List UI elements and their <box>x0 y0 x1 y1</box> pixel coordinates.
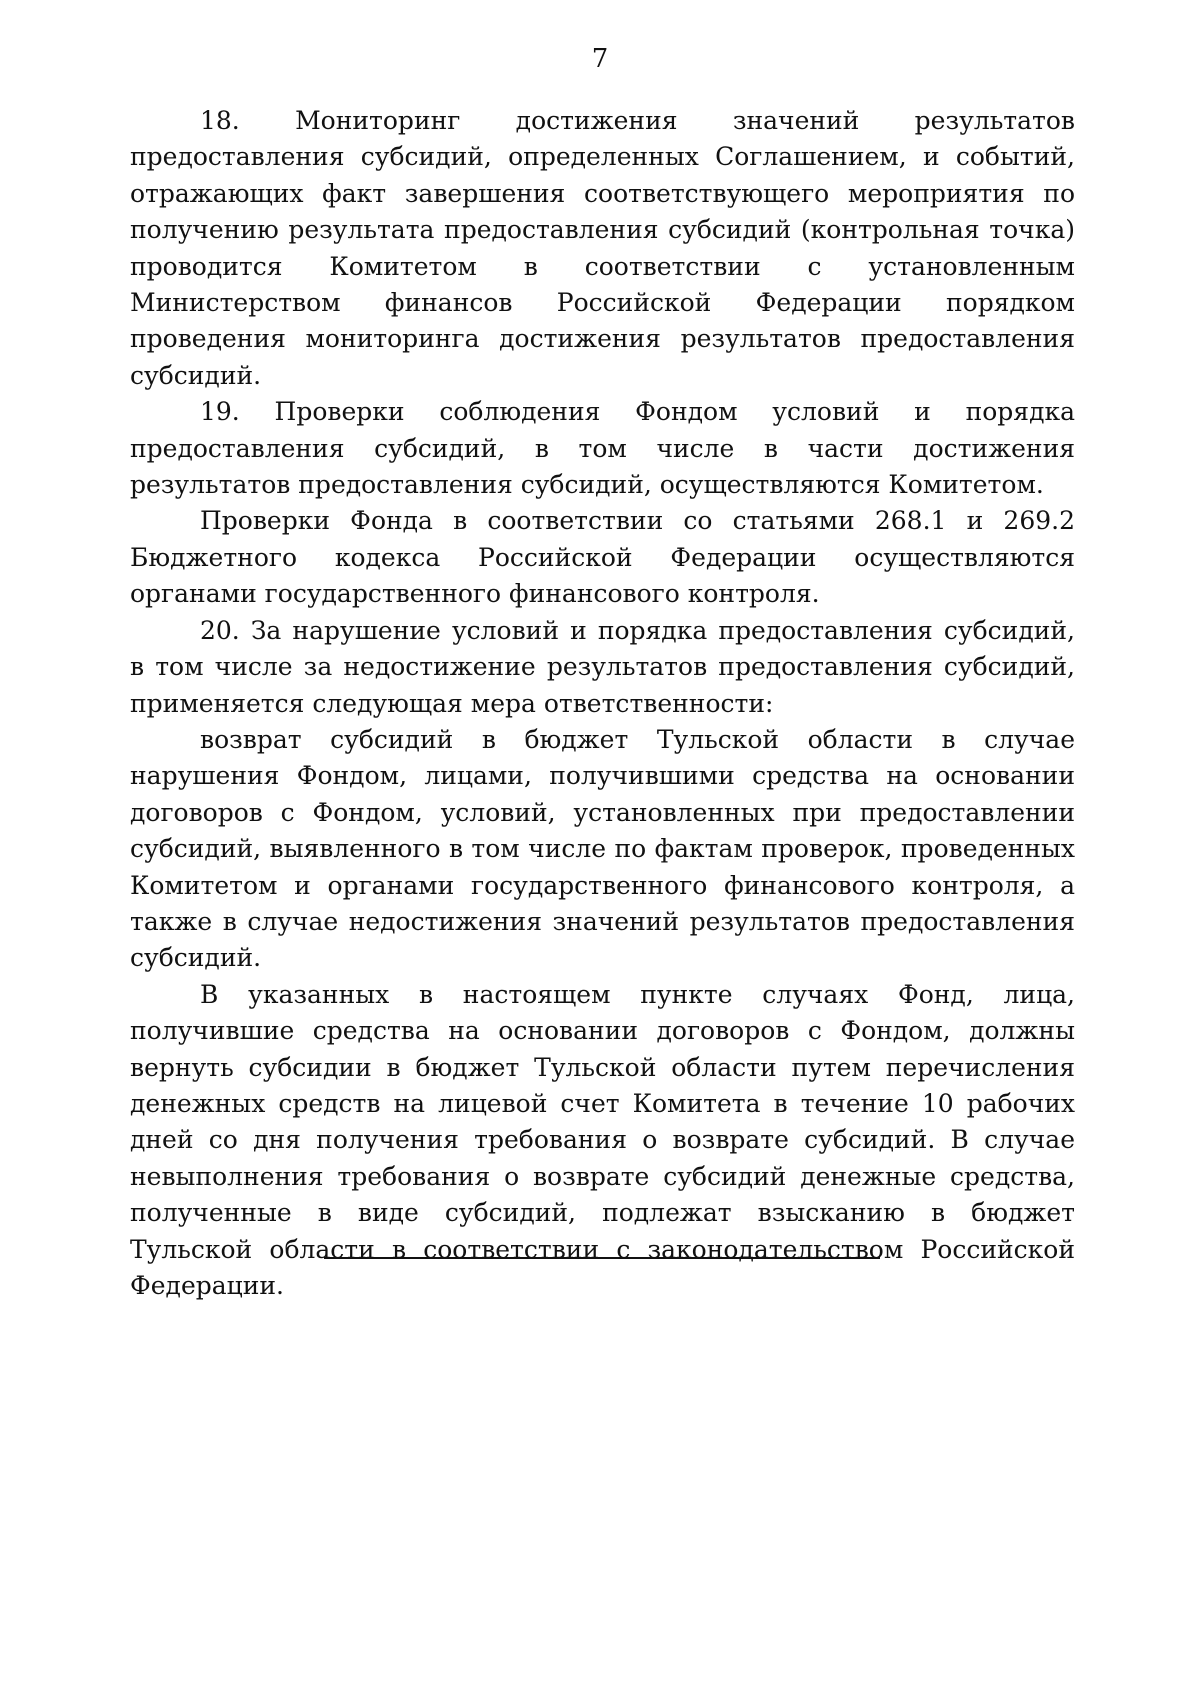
paragraph-19-checks: Проверки Фонда в соответствии со статьями 268.1 и 269.2 Бюджетного кодекса Российской Федерации осуществляются органами государственного финансового контроля. <box>130 506 1075 609</box>
document-body <box>130 103 1075 1304</box>
page-number: 7 <box>591 44 609 74</box>
paragraph-18: 18. Мониторинг достижения значений результатов предоставления субсидий, определенных Соглашением, и событий, отражающих факт завершения соответствующего мероприятия по получению результата предоставления субсидий (контрольная точка) проводится Комитетом в соответствии с установленным Министерством финансов Российской Федерации порядком проведения мониторинга достижения результатов предоставления субсидий. <box>130 106 1075 390</box>
paragraph-20: 20. За нарушение условий и порядка предоставления субсидий, в том числе за недостижение результатов предоставления субсидий, применяется следующая мера ответственности: <box>130 615 1075 718</box>
paragraph-19: 19. Проверки соблюдения Фондом условий и порядка предоставления субсидий, в том числе в части достижения результатов предоставления субсидий, осуществляются Комитетом. <box>130 397 1075 500</box>
paragraph-20-refund: возврат субсидий в бюджет Тульской области в случае нарушения Фондом, лицами, получившими средства на основании договоров с Фондом, условий, установленных при предоставлении субсидий, выявленного в том числе по фактам проверок, проведенных Комитетом и органами государственного финансового контроля, а также в случае недостижения значений результатов предоставления субсидий. <box>130 724 1075 973</box>
paragraph-20-return-terms: В указанных в настоящем пункте случаях Фонд, лица, получившие средства на основании договоров с Фондом, должны вернуть субсидии в бюджет Тульской области путем перечисления денежных средств на лицевой счет Комитета в течение 10 рабочих дней со дня получения требования о возврате субсидий. В случае невыполнения требования о возврате субсидий денежные средства, полученные в виде субсидий, подлежат взысканию в бюджет Тульской области в соответствии с законодательством Российской Федерации. <box>130 979 1075 1300</box>
document-end-rule <box>324 1257 880 1259</box>
